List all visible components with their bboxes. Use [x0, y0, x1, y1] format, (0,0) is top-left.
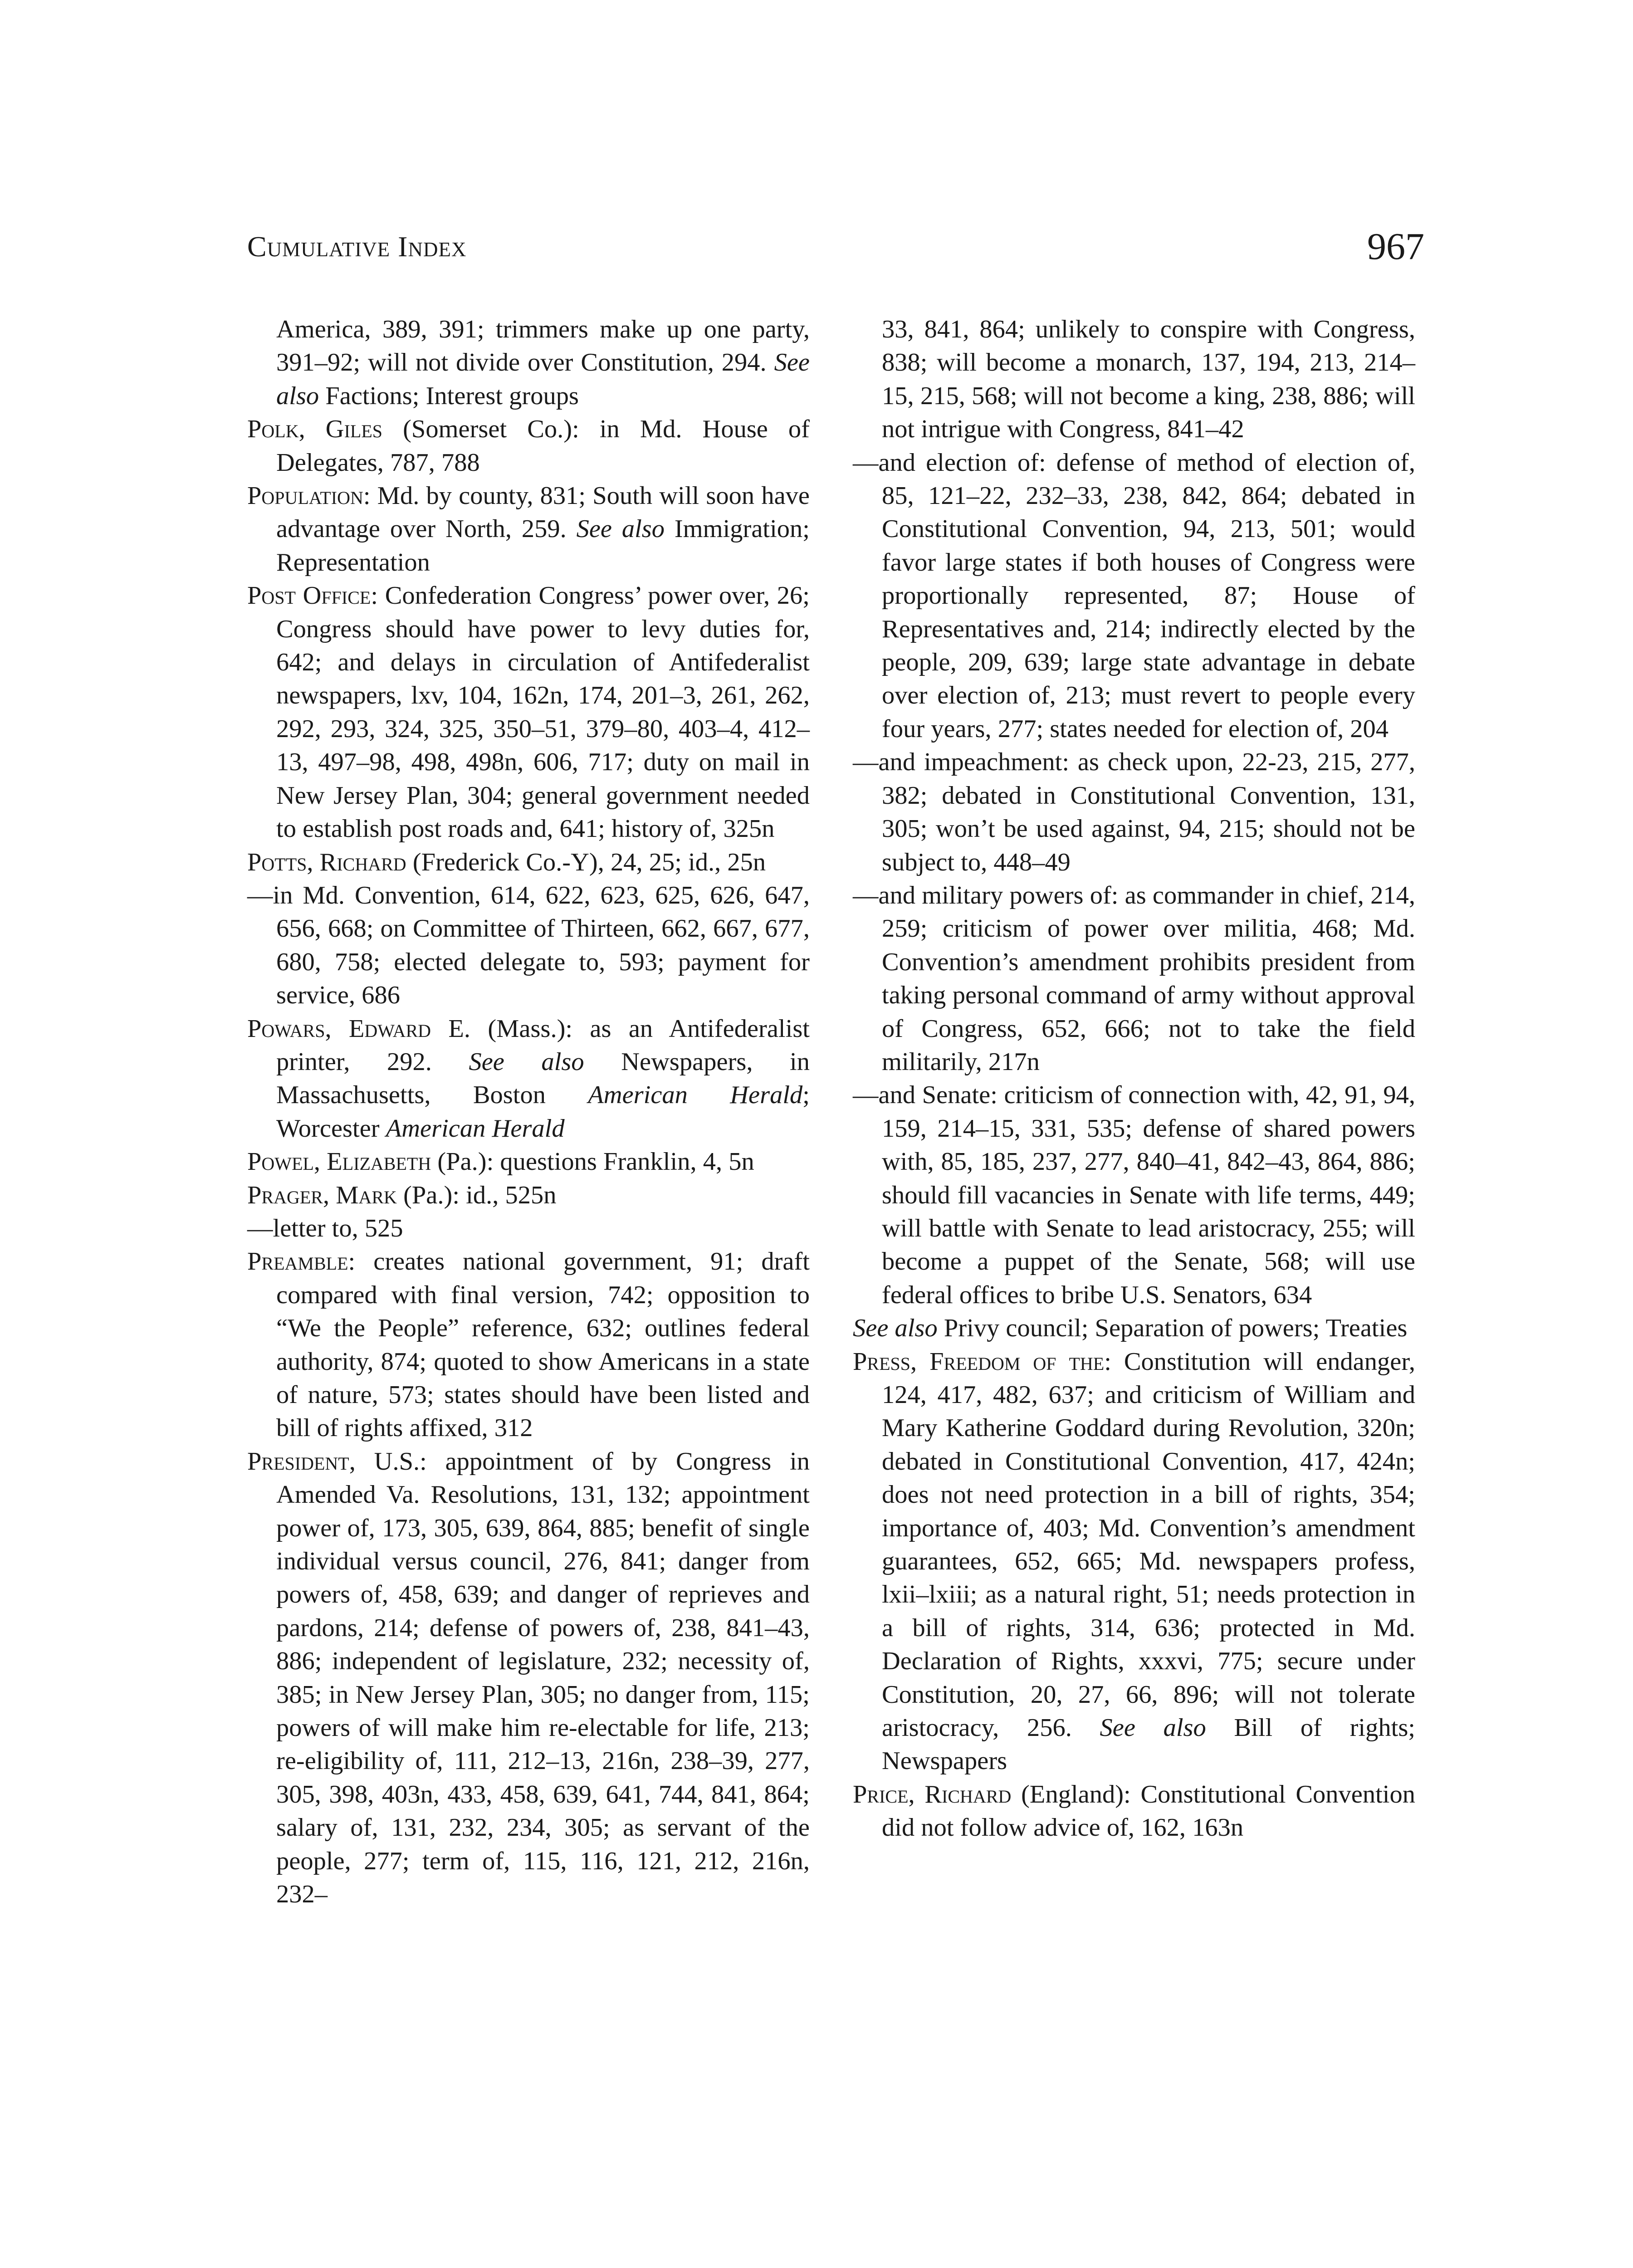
entry-text: 33, 841, 864; unlikely to conspire with Congress, 838; will become a monarch, 137, 194, 213, 214–15, 215, 568; will not become a king, 238, 886; will not intrigue with Congress, 841–42 [882, 315, 1415, 444]
entry-text: —and election of: defense of method of election of, 85, 121–22, 232–33, 238, 842, 864; debated in Constitutional Convention, 94, 213, 501; would favor large states if both houses of Congress were proportionally represented, 87; House of Representatives and, 214; indirectly elected by the people, 209, 639; large state advantage in debate over election of, 213; must revert to people every four years, 277; states needed for election of, 204 [853, 448, 1415, 743]
index-entry [247, 579, 810, 846]
cross-reference-label: See also [576, 515, 665, 543]
index-entry [853, 1778, 1415, 1845]
cross-reference-label: See also [276, 348, 810, 410]
index-heading: President, U.S. [247, 1447, 420, 1476]
index-heading: Price, Richard [853, 1780, 1012, 1809]
index-heading: Press, Freedom of the [853, 1347, 1105, 1376]
index-entry [853, 746, 1415, 879]
cross-reference-label: See also [469, 1047, 584, 1076]
index-column-left [247, 313, 810, 1911]
index-entry [247, 479, 810, 579]
cross-reference-label: American Herald [386, 1114, 565, 1143]
index-entry [247, 1212, 810, 1245]
index-entry [247, 313, 810, 413]
index-entry [247, 879, 810, 1012]
entry-text: —and military powers of: as commander in chief, 214, 259; criticism of power over militia, 468; Md. Convention’s amendment prohibits president from taking personal command of army without approval of Congress, 652, 666; not to take the field militarily, 217n [853, 881, 1415, 1076]
entry-text: ; Worcester [276, 1081, 810, 1143]
running-head-title: Cumulative Index [247, 230, 467, 263]
index-entry [247, 1145, 810, 1178]
index-entry [247, 413, 810, 479]
index-heading: Powel, Elizabeth [247, 1148, 431, 1176]
running-head [247, 225, 1424, 279]
entry-text: (Pa.): id., 525n [396, 1181, 557, 1209]
index-heading: Potts, Richard [247, 848, 406, 876]
entry-text: (Pa.): questions Franklin, 4, 5n [431, 1148, 754, 1176]
index-entry [247, 1012, 810, 1146]
entry-text: Factions; Interest groups [319, 381, 579, 410]
entry-text: : appointment of by Congress in Amended Va. Resolutions, 131, 132; appointment power of, 173, 305, 639, 864, 885; benefit of single individual versus council, 276, 841; danger from powers of, 458, 639; and danger of reprieves and pardons, 214; defense of powers of, 238, 841–43, 886; independent of legislature, 232; necessity of, 385; in New Jersey Plan, 305; no danger from, 115; powers of will make him re-electable for life, 213; re-eligibility of, 111, 212–13, 216n, 238–39, 277, 305, 398, 403n, 433, 458, 639, 641, 744, 841, 864; salary of, 131, 232, 234, 305; as servant of the people, 277; term of, 115, 116, 121, 212, 216n, 232– [276, 1447, 810, 1909]
index-entry [853, 446, 1415, 746]
index-heading: Powars, Edward [247, 1014, 431, 1043]
entry-text: —and impeachment: as check upon, 22-23, 215, 277, 382; debated in Constitutional Convention, 131, 305; won’t be used against, 94, 215; should not be subject to, 448–49 [853, 748, 1415, 876]
index-entry [247, 1245, 810, 1445]
entry-text: Bill of rights; Newspapers [882, 1714, 1416, 1775]
page-number: 967 [1367, 225, 1424, 268]
cross-reference-label: See also [1100, 1714, 1206, 1742]
entry-text: Newspapers, in Massachusetts, Boston [276, 1047, 810, 1110]
index-entry [853, 1079, 1415, 1312]
cross-reference-label: See also [853, 1314, 938, 1343]
entry-text: —and Senate: criticism of connection with, 42, 91, 94, 159, 214–15, 331, 535; defense of shared powers with, 85, 185, 237, 277, 840–41, 842–43, 864, 886; should fill vacancies in Senate with life terms, 449; will battle with Senate to lead aristocracy, 255; will become a puppet of the Senate, 568; will use federal offices to bribe U.S. Senators, 634 [853, 1081, 1415, 1309]
index-heading: Preamble [247, 1247, 348, 1276]
index-heading: Polk, Giles [247, 415, 383, 444]
entry-text: —letter to, 525 [247, 1214, 403, 1242]
entry-text: Immigration; Representation [276, 515, 810, 577]
index-entry [247, 1179, 810, 1212]
index-heading: Prager, Mark [247, 1181, 397, 1209]
index-entry [247, 1445, 810, 1911]
entry-text: : Confederation Congress’ power over, 26; Congress should have power to levy duties for, 642; and delays in circulation of Antifederalist newspapers, lxv, 104, 162n, 174, 201–3, 261, 262, 292, 293, 324, 325, 350–51, 379–80, 403–4, 412–13, 497–98, 498, 498n, 606, 717; duty on mail in New Jersey Plan, 304; general government needed to establish post roads and, 641; history of, 325n [276, 582, 810, 843]
entry-text: (England): Constitutional Convention did not follow advice of, 162, 163n [882, 1780, 1415, 1842]
index-heading: Population [247, 482, 363, 510]
index-column-right [853, 313, 1415, 1845]
index-entry [853, 879, 1415, 1079]
entry-text: : creates national government, 91; draft compared with final version, 742; opposition to “We the People” reference, 632; outlines federal authority, 874; quoted to show Americans in a state of nature, 573; states should have been listed and bill of rights affixed, 312 [276, 1247, 810, 1442]
entry-text: : Constitution will endanger, 124, 417, 482, 637; and criticism of William and Mary Katherine Goddard during Revolution, 320n; debated in Constitutional Convention, 417, 424n; does not need protection in a bill of rights, 354; importance of, 403; Md. Convention’s amendment guarantees, 652, 665; Md. newspapers profess, lxii–lxiii; as a natural right, 51; needs protection in a bill of rights, 314, 636; protected in Md. Declaration of Rights, xxxvi, 775; secure under Constitution, 20, 27, 66, 896; will not tolerate aristocracy, 256. [882, 1347, 1415, 1742]
index-entry [247, 846, 810, 879]
entry-text: —in Md. Convention, 614, 622, 623, 625, 626, 647, 656, 668; on Committee of Thirteen, 662, 667, 677, 680, 758; elected delegate to, 593; payment for service, 686 [247, 881, 810, 1010]
index-entry [853, 1312, 1415, 1345]
entry-text: (Somerset Co.): in Md. House of Delegates, 787, 788 [276, 415, 810, 477]
cross-reference-label: American Herald [588, 1081, 803, 1110]
entry-text: (Frederick Co.-Y), 24, 25; id., 25n [406, 848, 766, 876]
index-entry [853, 1345, 1415, 1778]
entry-text: : Md. by county, 831; South will soon have advantage over North, 259. [276, 482, 810, 543]
index-entry [853, 313, 1415, 446]
index-heading: Post Office [247, 582, 371, 610]
entry-text: Privy council; Separation of powers; Treaties [937, 1314, 1408, 1343]
entry-text: America, 389, 391; trimmers make up one party, 391–92; will not divide over Constitution, 294. [276, 315, 810, 377]
entry-text: E. (Mass.): as an Antifederalist printer, 292. [276, 1014, 810, 1076]
